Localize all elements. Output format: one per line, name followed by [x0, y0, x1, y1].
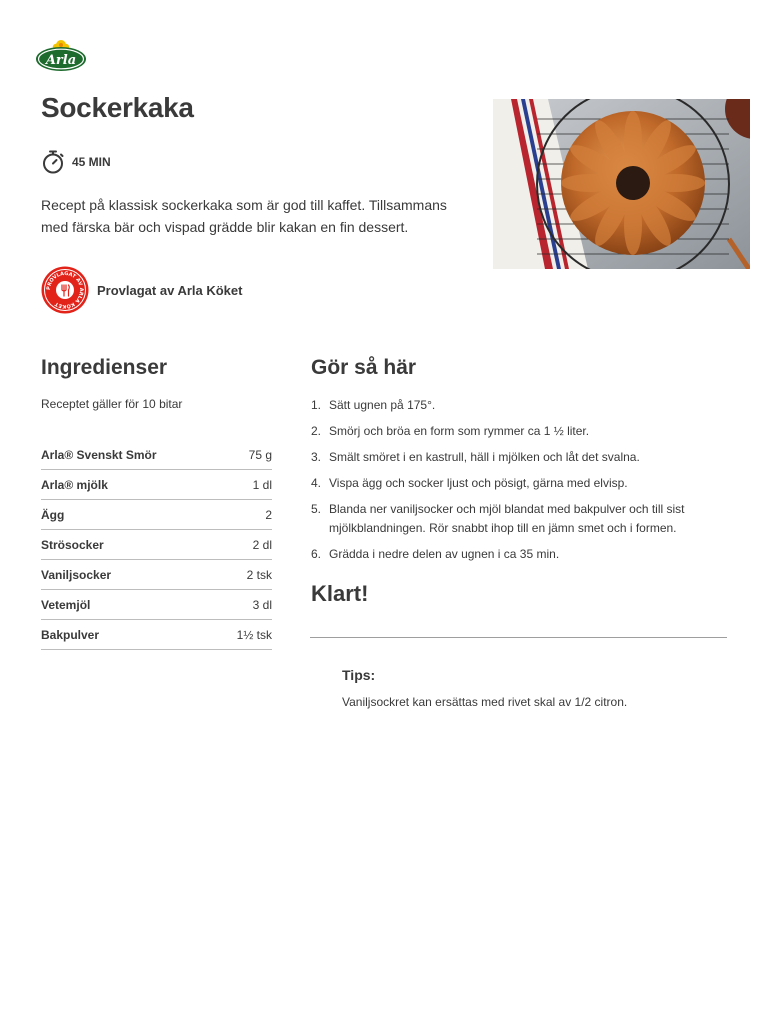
cooking-time — [41, 149, 111, 175]
instruction-steps — [311, 396, 711, 571]
ingredient-amount: 2 tsk — [246, 567, 272, 582]
servings-note: Receptet gäller för 10 bitar — [41, 397, 183, 411]
step-number: 1. — [311, 398, 322, 412]
ingredient-row — [41, 590, 272, 620]
ingredient-row — [41, 470, 272, 500]
ingredient-list — [41, 440, 272, 650]
ingredient-amount: 3 dl — [252, 597, 272, 612]
step-text: Sätt ugnen på 175°. — [329, 398, 436, 412]
step-item — [311, 545, 711, 564]
step-item — [311, 474, 711, 493]
bundt-cake-photo — [493, 99, 750, 269]
step-text: Vispa ägg och socker ljust och pösigt, gärna med elvisp. — [329, 476, 628, 490]
instructions-heading: Gör så här — [311, 356, 417, 379]
step-number: 5. — [311, 502, 322, 516]
tested-by-label: Provlagat av Arla Köket — [97, 282, 243, 298]
ingredient-row — [41, 620, 272, 650]
ingredient-amount: 2 — [265, 507, 272, 522]
tested-by-badge — [41, 266, 242, 314]
done-heading: Klart! — [311, 581, 369, 606]
ingredient-name: Vaniljsocker — [41, 567, 112, 582]
ingredient-name: Bakpulver — [41, 627, 100, 642]
step-item — [311, 500, 711, 538]
step-text: Smält smöret i en kastrull, häll i mjölken och låt det svalna. — [329, 450, 640, 464]
ingredient-name: Vetemjöl — [41, 597, 91, 612]
stopwatch-icon — [41, 149, 65, 175]
step-number: 3. — [311, 450, 322, 464]
recipe-title: Sockerkaka — [41, 92, 194, 123]
ingredient-amount: 2 dl — [252, 537, 272, 552]
ingredient-amount: 75 g — [248, 447, 272, 462]
seal-text: PROVLAGAT AV ARLA KÖKET — [45, 270, 85, 310]
ingredient-row — [41, 500, 272, 530]
recipe-intro: Recept på klassisk sockerkaka som är god till kaffet. Tillsammans med färska bär och vispad grädde blir kakan en fin dessert. — [41, 197, 447, 235]
ingredient-row — [41, 440, 272, 470]
ingredient-row — [41, 530, 272, 560]
step-number: 4. — [311, 476, 322, 490]
ingredient-name: Arla® mjölk — [41, 477, 108, 492]
step-number: 2. — [311, 424, 322, 438]
step-text: Blanda ner vaniljsocker och mjöl blandat med bakpulver och till sist mjölkblandningen. Rör snabbt ihop till en jämn smet och i formen. — [329, 502, 685, 535]
step-item — [311, 448, 711, 467]
ingredient-amount: 1½ tsk — [236, 627, 272, 642]
logo-text: Arla — [45, 53, 77, 68]
step-text: Smörj och bröa en form som rymmer ca 1 ½ liter. — [329, 424, 590, 438]
arla-koket-seal-icon — [41, 266, 89, 314]
ingredients-heading: Ingredienser — [41, 356, 168, 379]
section-divider — [310, 637, 727, 638]
time-value: 45 MIN — [72, 155, 111, 169]
ingredient-amount: 1 dl — [252, 477, 272, 492]
ingredient-name: Strösocker — [41, 537, 104, 552]
ingredient-row — [41, 560, 272, 590]
step-item — [311, 396, 711, 415]
arla-logo-icon[interactable] — [35, 38, 87, 72]
tips-heading: Tips: — [342, 667, 376, 683]
step-number: 6. — [311, 547, 322, 561]
ingredient-name: Ägg — [41, 507, 65, 522]
step-text: Grädda i nedre delen av ugnen i ca 35 min. — [329, 547, 560, 561]
tips-text: Vaniljsockret kan ersättas med rivet skal av 1/2 citron. — [342, 695, 628, 709]
step-item — [311, 422, 711, 441]
ingredient-name: Arla® Svenskt Smör — [41, 447, 157, 462]
